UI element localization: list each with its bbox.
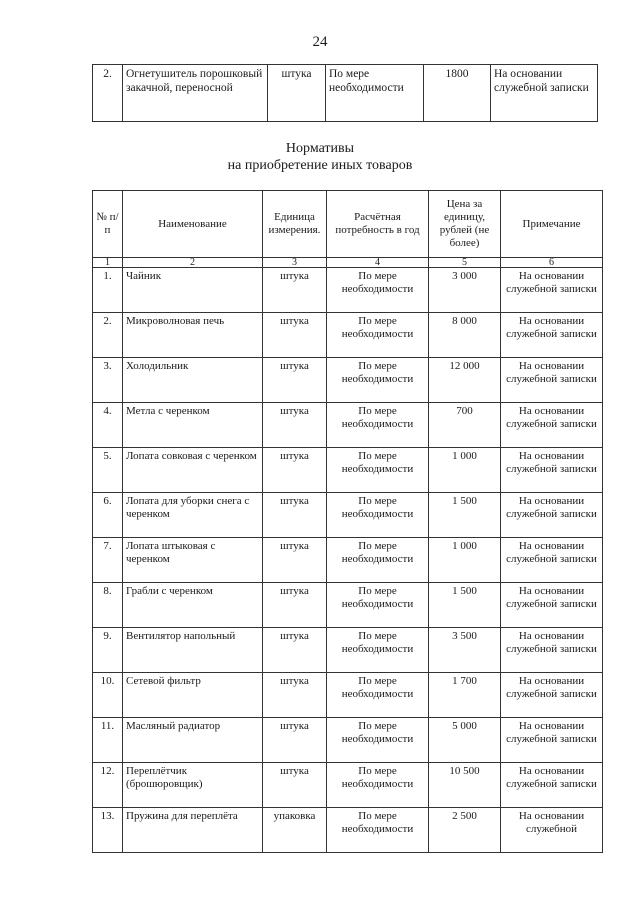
row-number: 2.: [93, 313, 123, 358]
heading-line-1: Нормативы: [285, 141, 355, 156]
table-row: [93, 448, 603, 493]
col-index: 3: [263, 258, 327, 268]
item-need: По мере необходимости: [327, 493, 429, 538]
row-number: 5.: [93, 448, 123, 493]
row-number: 11.: [93, 718, 123, 763]
item-unit: штука: [263, 763, 327, 808]
item-unit: штука: [263, 673, 327, 718]
row-number: 4.: [93, 403, 123, 448]
item-price: 2 500: [429, 808, 501, 853]
col-header-num: № п/п: [93, 191, 123, 258]
table-row: [93, 268, 603, 313]
table-row: [93, 65, 598, 122]
item-name: Холодильник: [123, 358, 263, 403]
item-need: По мере необходимости: [327, 808, 429, 853]
item-price: 3 000: [429, 268, 501, 313]
item-price: 1800: [424, 65, 491, 122]
item-need: По мере необходимости: [327, 628, 429, 673]
table-row: [93, 628, 603, 673]
table-row: [93, 673, 603, 718]
row-number: 3.: [93, 358, 123, 403]
item-name: Пружина для переплёта: [123, 808, 263, 853]
item-price: 1 000: [429, 448, 501, 493]
item-need: По мере необходимости: [327, 403, 429, 448]
item-note: На основании служебной записки: [501, 673, 603, 718]
item-unit: штука: [263, 538, 327, 583]
table-row: [93, 358, 603, 403]
table-row: [93, 763, 603, 808]
item-name: Лопата штыковая с черенком: [123, 538, 263, 583]
item-need: По мере необходимости: [327, 268, 429, 313]
item-unit: штука: [263, 313, 327, 358]
column-index-row: [93, 258, 603, 268]
item-need: По мере необходимости: [327, 358, 429, 403]
item-name: Чайник: [123, 268, 263, 313]
row-number: 9.: [93, 628, 123, 673]
item-name: Микроволновая печь: [123, 313, 263, 358]
item-price: 12 000: [429, 358, 501, 403]
row-number: 13.: [93, 808, 123, 853]
table-row: [93, 583, 603, 628]
section-heading: [0, 140, 640, 174]
col-index: 4: [327, 258, 429, 268]
item-price: 5 000: [429, 718, 501, 763]
item-note: На основании служебной записки: [501, 583, 603, 628]
table-row: [93, 808, 603, 853]
col-header-need: Расчётная потребность в год: [327, 191, 429, 258]
item-unit: упаковка: [263, 808, 327, 853]
item-name: Лопата совковая с черенком: [123, 448, 263, 493]
item-unit: штука: [263, 268, 327, 313]
row-number: 2.: [93, 65, 123, 122]
table-row: [93, 718, 603, 763]
item-note: На основании служебной записки: [501, 268, 603, 313]
item-need: По мере необходимости: [327, 718, 429, 763]
item-price: 700: [429, 403, 501, 448]
table-body: [93, 268, 603, 853]
item-note: На основании служебной записки: [501, 628, 603, 673]
item-need: По мере необходимости: [327, 313, 429, 358]
item-note: На основании служебной записки: [501, 538, 603, 583]
col-index: 2: [123, 258, 263, 268]
item-unit: штука: [268, 65, 326, 122]
col-header-note: Примечание: [501, 191, 603, 258]
item-note: На основании служебной записки: [501, 763, 603, 808]
item-need: По мере необходимости: [327, 763, 429, 808]
item-name: Масляный радиатор: [123, 718, 263, 763]
row-number: 8.: [93, 583, 123, 628]
row-number: 12.: [93, 763, 123, 808]
page-number: 24: [312, 34, 328, 50]
row-number: 7.: [93, 538, 123, 583]
item-price: 3 500: [429, 628, 501, 673]
norms-table: [92, 190, 603, 853]
col-header-price: Цена за единицу, рублей (не более): [429, 191, 501, 258]
col-header-name: Наименование: [123, 191, 263, 258]
item-unit: штука: [263, 448, 327, 493]
row-number: 6.: [93, 493, 123, 538]
item-need: По мере необходимости: [327, 538, 429, 583]
item-unit: штука: [263, 358, 327, 403]
item-unit: штука: [263, 718, 327, 763]
item-note: На основании служебной записки: [501, 403, 603, 448]
item-price: 10 500: [429, 763, 501, 808]
item-note: На основании служебной записки: [501, 493, 603, 538]
item-need: По мере необходимости: [327, 448, 429, 493]
item-unit: штука: [263, 403, 327, 448]
table-row: [93, 538, 603, 583]
item-price: 8 000: [429, 313, 501, 358]
item-name: Лопата для уборки снега с черенком: [123, 493, 263, 538]
item-price: 1 000: [429, 538, 501, 583]
item-name: Вентилятор напольный: [123, 628, 263, 673]
row-number: 10.: [93, 673, 123, 718]
item-note: На основании служебной записки: [501, 313, 603, 358]
row-number: 1.: [93, 268, 123, 313]
item-need: По мере необходимости: [327, 673, 429, 718]
item-note: На основании служебной записки: [501, 448, 603, 493]
item-unit: штука: [263, 628, 327, 673]
item-price: 1 500: [429, 583, 501, 628]
header-row: [93, 191, 603, 258]
col-index: 1: [93, 258, 123, 268]
item-note: На основании служебной записки: [491, 65, 598, 122]
item-note: На основании служебной записки: [501, 358, 603, 403]
item-need: По мере необходимости: [327, 583, 429, 628]
table-row: [93, 403, 603, 448]
item-need: По мере необходимости: [326, 65, 424, 122]
heading-line-2: на приобретение иных товаров: [227, 158, 413, 173]
item-name: Огнетушитель порошковый закачной, переносной: [123, 65, 268, 122]
item-price: 1 500: [429, 493, 501, 538]
col-index: 6: [501, 258, 603, 268]
table-row: [93, 493, 603, 538]
item-note: На основании служебной: [501, 808, 603, 853]
item-name: Переплётчик (брошюровщик): [123, 763, 263, 808]
col-index: 5: [429, 258, 501, 268]
continued-table: [92, 64, 598, 122]
item-price: 1 700: [429, 673, 501, 718]
item-unit: штука: [263, 493, 327, 538]
item-name: Грабли с черенком: [123, 583, 263, 628]
table-row: [93, 313, 603, 358]
item-note: На основании служебной записки: [501, 718, 603, 763]
item-name: Метла с черенком: [123, 403, 263, 448]
item-unit: штука: [263, 583, 327, 628]
col-header-unit: Единица измерения.: [263, 191, 327, 258]
item-name: Сетевой фильтр: [123, 673, 263, 718]
